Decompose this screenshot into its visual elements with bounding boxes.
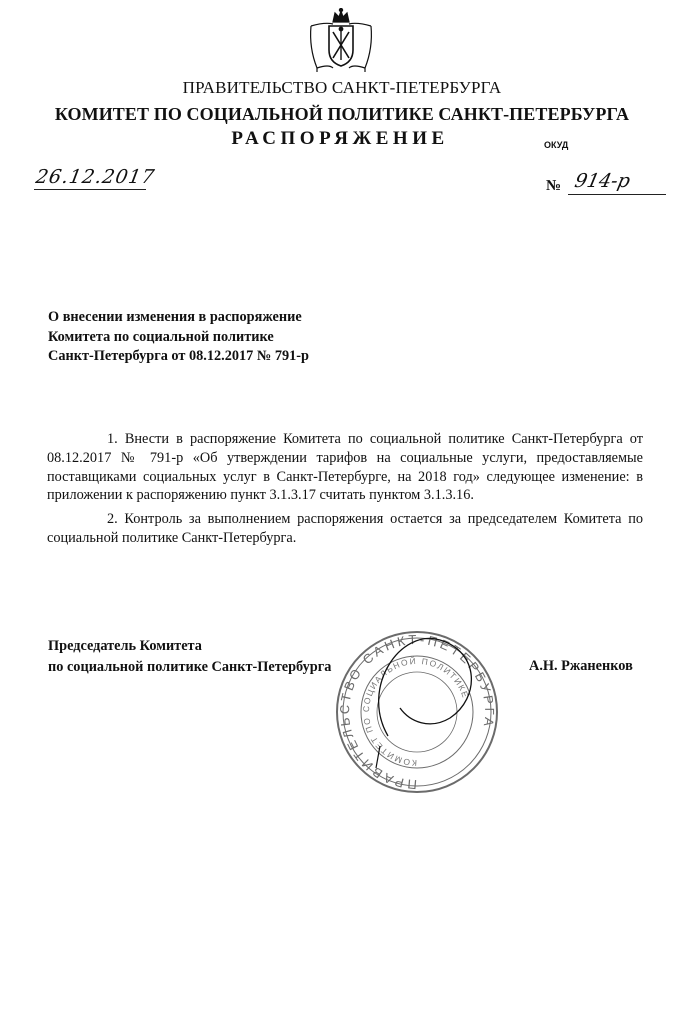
- number-sign: №: [546, 178, 562, 194]
- document-subject: [48, 308, 309, 367]
- seal-inner-text: КОМИТЕТ ПО СОЦИАЛЬНОЙ ПОЛИТИКЕ: [360, 655, 471, 769]
- seal-outer-text: ПРАВИТЕЛЬСТВО САНКТ-ПЕТЕРБУРГА: [336, 631, 498, 793]
- body-paragraph-1: 1. Внести в распоряжение Комитета по социальной политике Санкт-Петербурга от 08.12.2017 № 791-р «Об утверждении тарифов на социальные услуги, предоставляемые поставщиками социальных услуг в Санкт-Петербурге, на 2018 год» следующее изменение: в приложении к распоряжению пункт 3.1.3.17 считать пунктом 3.1.3.16.: [47, 431, 643, 504]
- number-underline: [568, 194, 666, 195]
- signatory-name: А.Н. Ржаненков: [529, 658, 633, 674]
- signatory-position: [48, 636, 331, 678]
- date-underline: [34, 189, 146, 190]
- subject-line: О внесении изменения в распоряжение: [48, 309, 302, 325]
- government-title: ПРАВИТЕЛЬСТВО САНКТ-ПЕТЕРБУРГА: [182, 78, 502, 97]
- document-number: 914-р: [572, 170, 633, 192]
- committee-title: КОМИТЕТ ПО СОЦИАЛЬНОЙ ПОЛИТИКЕ САНКТ-ПЕТЕРБУРГА: [54, 104, 630, 124]
- document-type-title: РАСПОРЯЖЕНИЕ: [231, 128, 449, 149]
- body-paragraph-2: 2. Контроль за выполнением распоряжения остается за председателем Комитета по социальной политике Санкт-Петербурга.: [47, 511, 643, 546]
- okud-label: ОКУД: [544, 140, 569, 150]
- document-body: [47, 430, 643, 548]
- document-date: 26.12.2017: [34, 166, 157, 188]
- subject-line: Санкт-Петербурга от 08.12.2017 № 791-р: [48, 348, 310, 365]
- signatory-position-line: по социальной политике Санкт-Петербурга: [48, 659, 332, 675]
- signatory-position-line: Председатель Комитета: [48, 638, 202, 654]
- subject-line: Комитета по социальной политике: [48, 328, 274, 345]
- saint-petersburg-coat-of-arms-icon: [303, 8, 379, 74]
- official-seal-icon: [330, 618, 505, 803]
